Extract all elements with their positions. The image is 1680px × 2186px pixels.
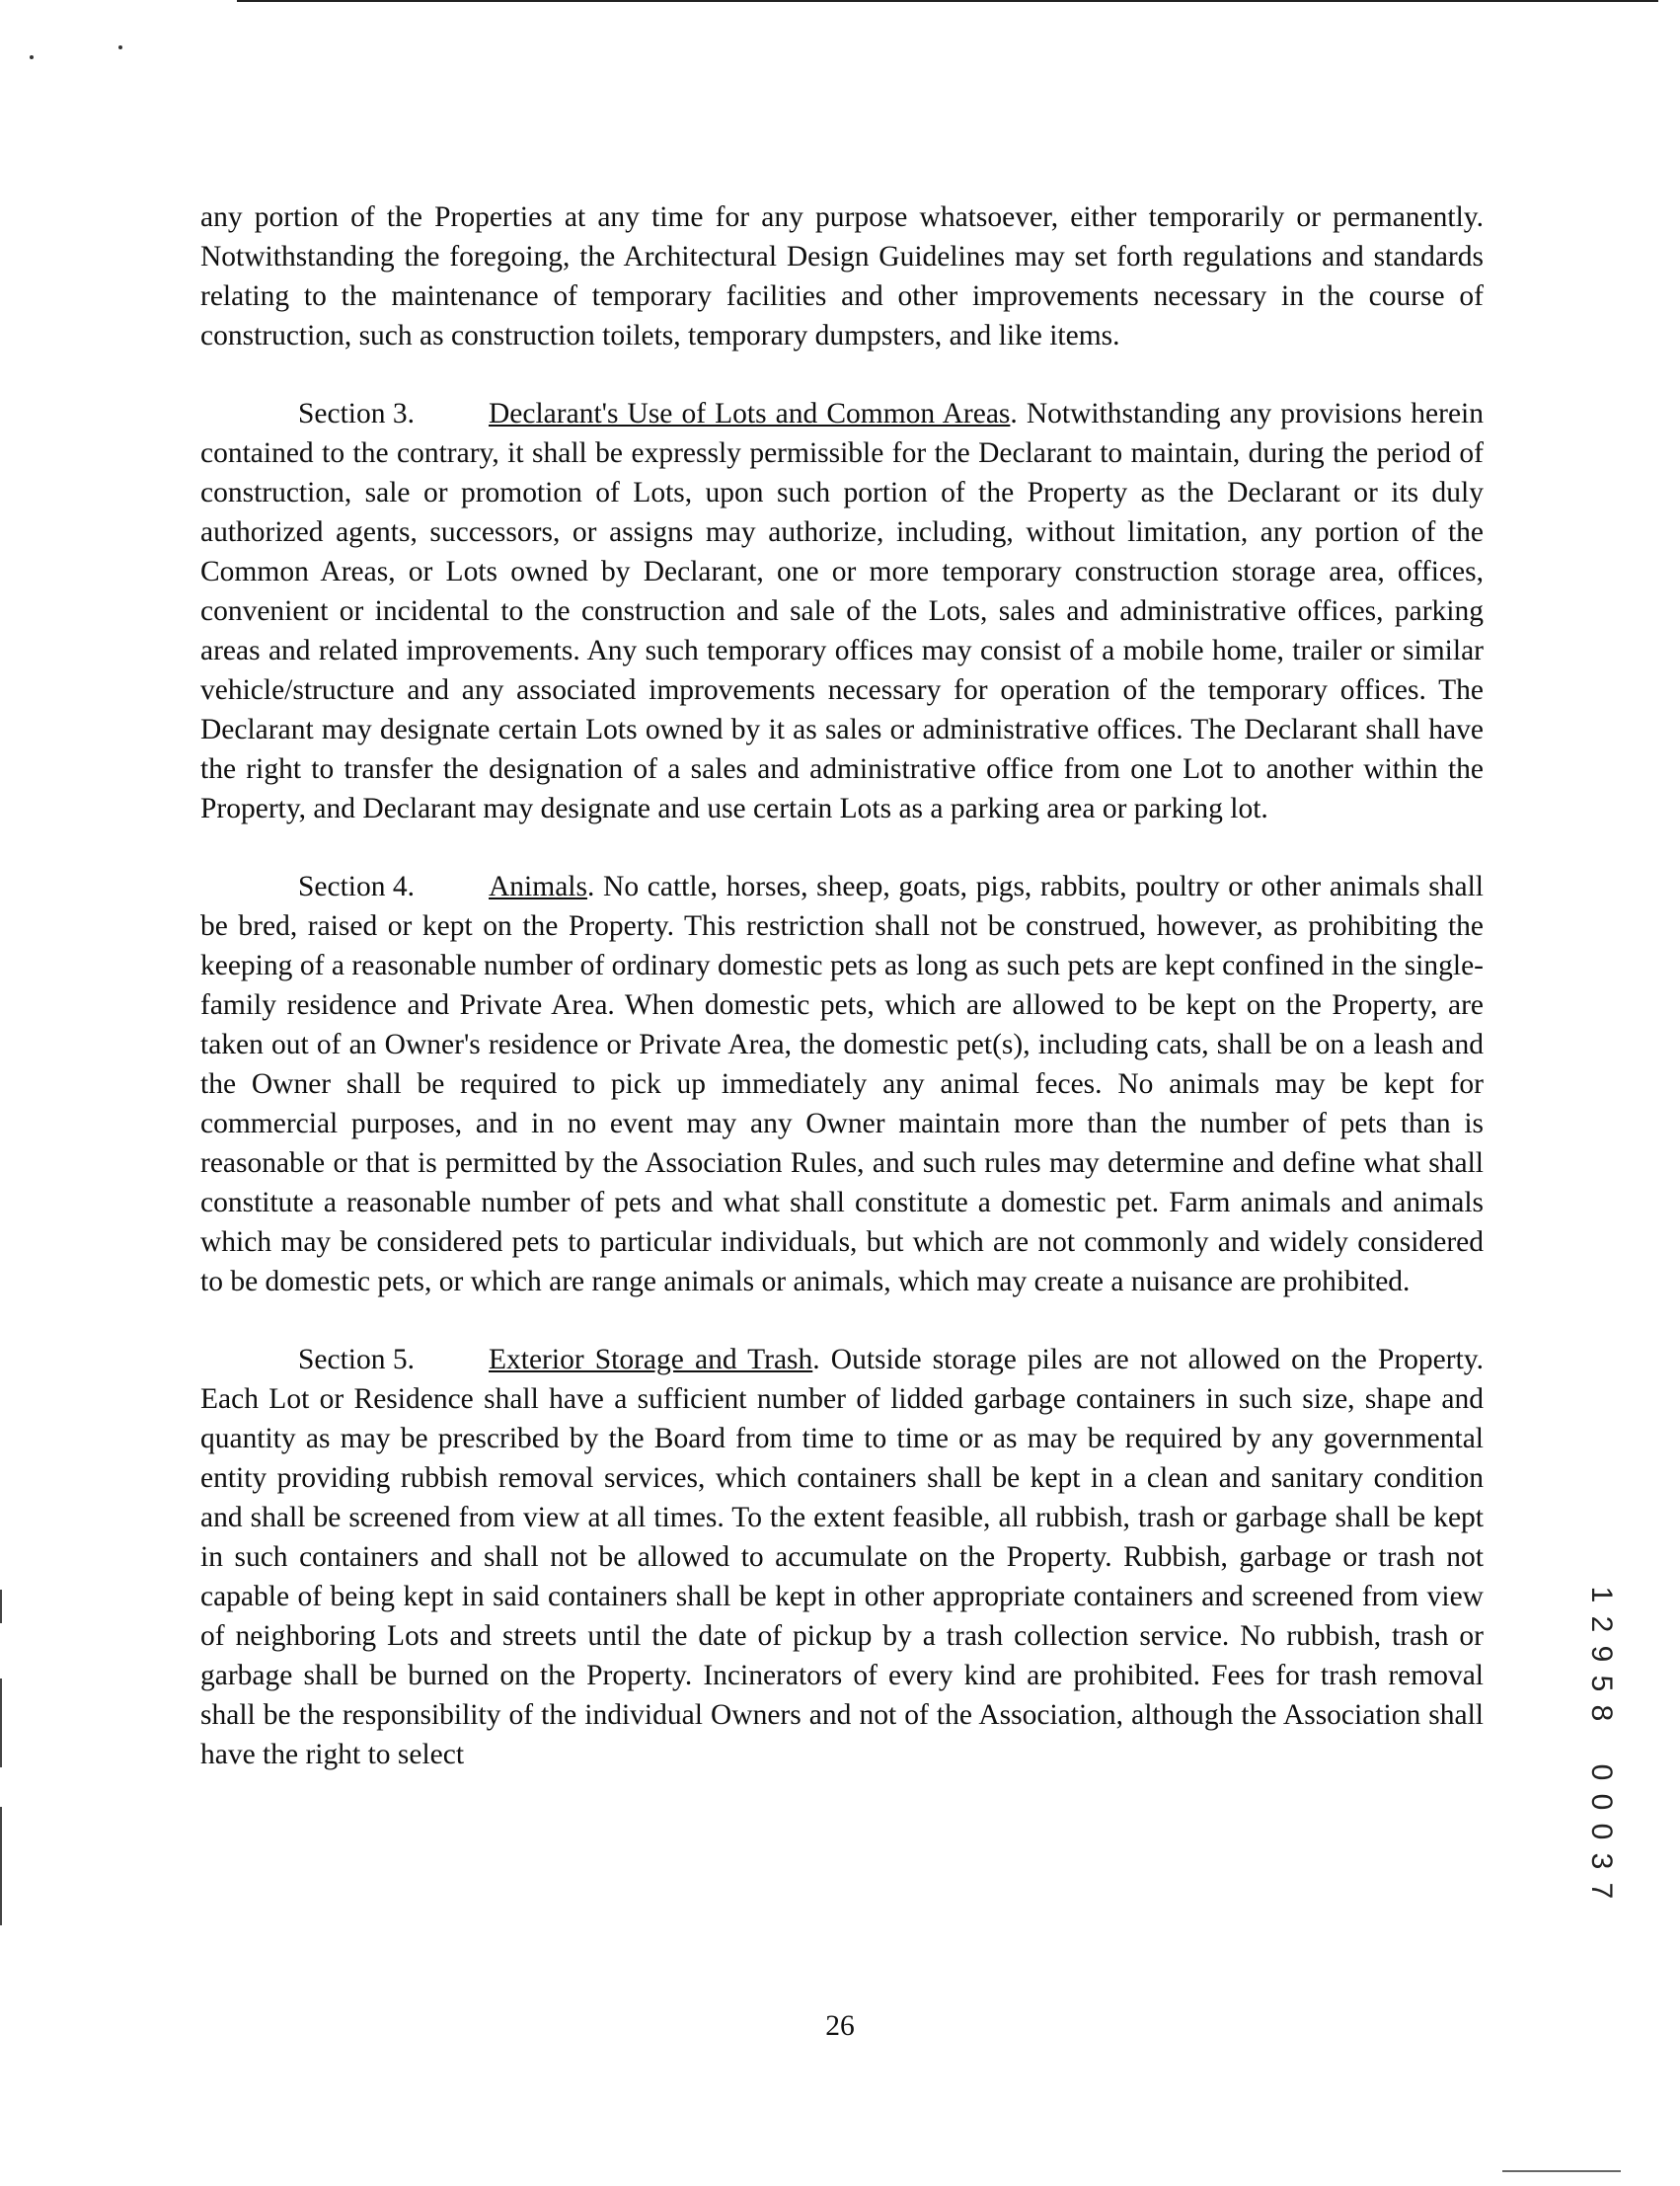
edge-mark (0, 1679, 2, 1767)
scan-speck (118, 45, 122, 49)
side-stamp-char: 5 (1585, 1675, 1618, 1692)
section-3 (200, 394, 1484, 828)
side-stamp-char: 2 (1585, 1615, 1618, 1633)
side-stamp-char: 8 (1585, 1704, 1618, 1722)
side-stamp-char: 1 (1585, 1586, 1618, 1603)
section-4 (200, 867, 1484, 1301)
side-stamp-char: 3 (1585, 1852, 1618, 1870)
section-title: Animals (489, 871, 587, 902)
section-body: . Notwithstanding any provisions herein contained to the contrary, it shall be expressly permissible for the Declarant to maintain, during the period of construction, sale or promotion of Lots, upon such portion of the Property as the Declarant or its duly authorized agents, successors, or assigns may authorize, including, without limitation, any portion of the Common Areas, or Lots owned by Declarant, one or more temporary construction storage area, offices, convenient or incidental to the construction and sale of the Lots, sales and administrative offices, parking areas and related improvements. Any such temporary offices may consist of a mobile home, trailer or similar vehicle/structure and any associated improvements necessary for operation of the temporary offices. The Declarant may designate certain Lots owned by it as sales or administrative offices. The Declarant shall have the right to transfer the designation of a sales and administrative office from one Lot to another within the Property, and Declarant may designate and use certain Lots as a parking area or parking lot. (200, 398, 1484, 824)
section-number: Section 4. (298, 871, 415, 902)
edge-mark (0, 1807, 2, 1925)
side-stamp-char: 0 (1585, 1793, 1618, 1811)
section-number: Section 3. (298, 398, 415, 429)
continued-paragraph: any portion of the Properties at any time for any purpose whatsoever, either temporarily or permanently. Notwithstanding the foregoing, the Architectural Design Guidelines may set forth regulations and standards relating to the maintenance of temporary facilities and other improvements necessary in the course of construction, such as construction toilets, temporary dumpsters, and like items. (200, 201, 1484, 351)
side-stamp-char: 9 (1585, 1645, 1618, 1663)
document-page (200, 197, 1484, 1813)
scan-speck (30, 55, 34, 59)
edge-mark (0, 1590, 2, 1623)
bottom-edge-mark (1502, 2170, 1621, 2172)
section-body: . Outside storage piles are not allowed on the Property. Each Lot or Residence shall have a sufficient number of lidded garbage containers in such size, shape and quantity as may be prescribed by the Board from time to time or as may be required by any governmental entity providing rubbish removal services, which containers shall be kept in a clean and sanitary condition and shall be screened from view at all times. To the extent feasible, all rubbish, trash or garbage shall be kept in such containers and shall not be allowed to accumulate on the Property. Rubbish, garbage or trash not capable of being kept in said containers shall be kept in other appropriate containers and screened from view of neighboring Lots and streets until the date of pickup by a trash collection service. No rubbish, trash or garbage shall be burned on the Property. Incinerators of every kind are prohibited. Fees for trash removal shall be the responsibility of the individual Owners and not of the Association, although the Association shall have the right to select (200, 1344, 1484, 1770)
section-title: Declarant's Use of Lots and Common Areas (489, 398, 1011, 429)
page-number: 26 (825, 2010, 855, 2042)
side-stamp-char: 0 (1585, 1763, 1618, 1781)
side-stamp-char: 7 (1585, 1882, 1618, 1900)
section-number: Section 5. (298, 1344, 415, 1375)
side-recording-stamp (1581, 1580, 1621, 1906)
side-stamp-char: 0 (1585, 1823, 1618, 1840)
section-body: . No cattle, horses, sheep, goats, pigs, rabbits, poultry or other animals shall be bred, raised or kept on the Property. This restriction shall not be construed, however, as prohibiting the keeping of a reasonable number of ordinary domestic pets as long as such pets are kept confined in the single-family residence and Private Area. When domestic pets, which are allowed to be kept on the Property, are taken out of an Owner's residence or Private Area, the domestic pet(s), including cats, shall be on a leash and the Owner shall be required to pick up immediately any animal feces. No animals may be kept for commercial purposes, and in no event may any Owner maintain more than the number of pets than is reasonable or that is permitted by the Association Rules, and such rules may determine and define what shall constitute a reasonable number of pets and what shall constitute a domestic pet. Farm animals and animals which may be considered pets to particular individuals, but which are not commonly and widely considered to be domestic pets, or which are range animals or animals, which may create a nuisance are prohibited. (200, 871, 1484, 1297)
section-title: Exterior Storage and Trash (489, 1344, 813, 1375)
section-5 (200, 1340, 1484, 1774)
top-border-line (237, 0, 1658, 2)
